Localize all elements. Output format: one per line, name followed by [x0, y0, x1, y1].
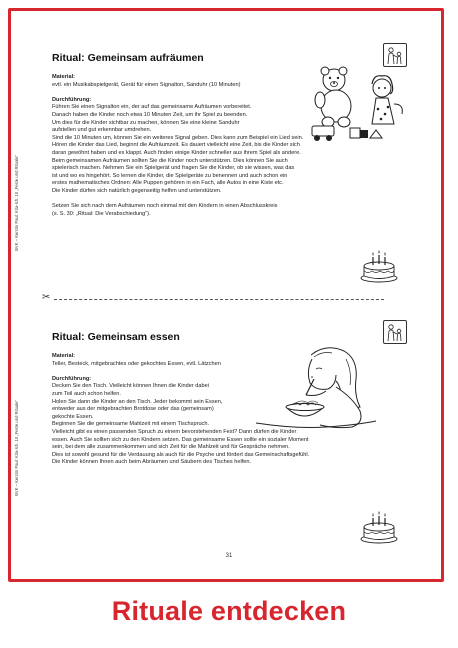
birthday-cake-icon: [359, 511, 399, 545]
section2-line: Vielleicht gibt es einen passenden Spruch zu einem bevorstehenden Fest? Dann dürfen die Kinder: [52, 428, 297, 435]
section2-line: Die Kinder können Ihnen auch beim Abräumen und Säubern des Tisches helfen.: [52, 459, 252, 466]
section2-line: Holen Sie dann die Kinder an den Tisch. Jeder bekommt sein Essen,: [52, 398, 223, 405]
section1-title: Ritual: Gemeinsam aufräumen: [52, 52, 204, 64]
section1-line: Beim gemeinsamen Aufräumen sollten Sie die Kinder noch unterstützen. Dies können Sie auch: [52, 157, 288, 164]
birthday-cake-icon: [359, 250, 399, 284]
section2-line: sein, bei dem alle zusammenkommen und sich Zeit für die Mahlzeit und für Gespräche nehmen.: [52, 444, 290, 451]
scissors-icon: ✂: [42, 292, 51, 303]
section1-line: Die Kinder dürfen sich natürlich gegenseitig helfen und unterstützen.: [52, 187, 222, 194]
footer-title: Rituale entdecken: [111, 596, 347, 626]
teddy-toys-illustration: [310, 64, 410, 144]
section1-procedure-head: Durchführung:: [52, 96, 92, 103]
section1-line: spielerisch machen. Nehmen Sie ein Spielgerät und fragen Sie die Kinder, ob sie wissen, was das: [52, 165, 295, 172]
section2-material-text: Teller, Besteck, mitgebrachtes oder gekochtes Essen, evtl. Lätzchen: [52, 360, 221, 367]
section1-line: erstes mathematisches Ordnen: Alle Puppen gehören in ein Fach, alle Autos in eine Kiste etc.: [52, 180, 284, 187]
section2-line: zum Teil auch schon helfen.: [52, 390, 121, 397]
section1-line: Sind die 10 Minuten um, können Sie ein weiteres Signal geben. Dies kann zum Beispiel ein Lied sein.: [52, 134, 304, 141]
section2-line: Beginnen Sie die gemeinsame Mahlzeit mit einem Tischspruch.: [52, 421, 210, 428]
section1-body: [52, 74, 303, 218]
section2-line: Decken Sie den Tisch. Vielleicht können Ihnen die Kinder dabei: [52, 383, 209, 390]
page-number: 31: [225, 553, 233, 559]
section1-material-head: Material:: [52, 74, 76, 80]
section1-line: Hören die Kinder das Lied, beginnt die Aufräumzeit. Es dauert vielleicht eine Zeit, bis die Kinder sich: [52, 142, 300, 149]
section2-line: gekochte Essen.: [52, 413, 94, 420]
section1-line: daran gewöhnt haben und es klappt. Auch finden einige Kinder schneller aus ihrem Spiel als andere.: [52, 149, 301, 156]
section2-title: Ritual: Gemeinsam essen: [52, 331, 180, 343]
section1-material-text: evtl. ein Musikabspielgerät, Gerät für einen Signalton, Sanduhr (10 Minuten): [52, 81, 241, 88]
side-credit-bottom: BVK – Kerstin Paul: Kita-Ich. 10 „Feste und Rituale“: [14, 400, 19, 496]
section1-line: Führen Sie einen Signalton ein, der auf das gemeinsame Aufräumen vorbereitet.: [52, 104, 252, 111]
section2-line: essen. Auch Sie sollten sich zu den Kindern setzen. Das gemeinsame Essen sollte ein sozialer Moment: [52, 436, 309, 443]
teacher-child-icon: [383, 320, 407, 344]
girl-eating-illustration: [256, 345, 376, 435]
section2-line: entweder aus der mitgebrachten Brotdose oder das (gemeinsam): [52, 406, 214, 413]
section2-procedure-head: Durchführung:: [52, 375, 92, 382]
section1-closing-line: Setzen Sie sich nach dem Aufräumen noch einmal mit den Kindern in einen Abschlusskreis: [52, 203, 278, 210]
section1-closing-line: (s. S. 30: „Ritual: Die Verabschiedung“).: [52, 210, 151, 217]
side-credit-top: BVK – Kerstin Paul: Kita-Ich. 10 „Feste und Rituale“: [14, 155, 19, 251]
section1-line: Danach haben die Kinder noch etwa 10 Minuten Zeit, um ihr Spiel zu beenden.: [52, 111, 248, 118]
cut-line-divider: [54, 299, 384, 300]
section1-line: aufstellen und gut erkennbar umdrehen.: [52, 127, 152, 134]
section2-line: Dies ist sowohl gesund für die Verdauung als auch für die Psyche und fördert das Gemeinschaftsgefühl.: [52, 451, 310, 458]
section2-material-head: Material:: [52, 353, 76, 359]
section1-line: ist und wo es hingehört. So lernen die Kinder, die Spielgeräte zu benennen und auch schon ein: [52, 172, 288, 179]
section1-line: Um dies für die Kinder sichtbar zu machen, können Sie eine kleine Sanduhr: [52, 119, 240, 126]
